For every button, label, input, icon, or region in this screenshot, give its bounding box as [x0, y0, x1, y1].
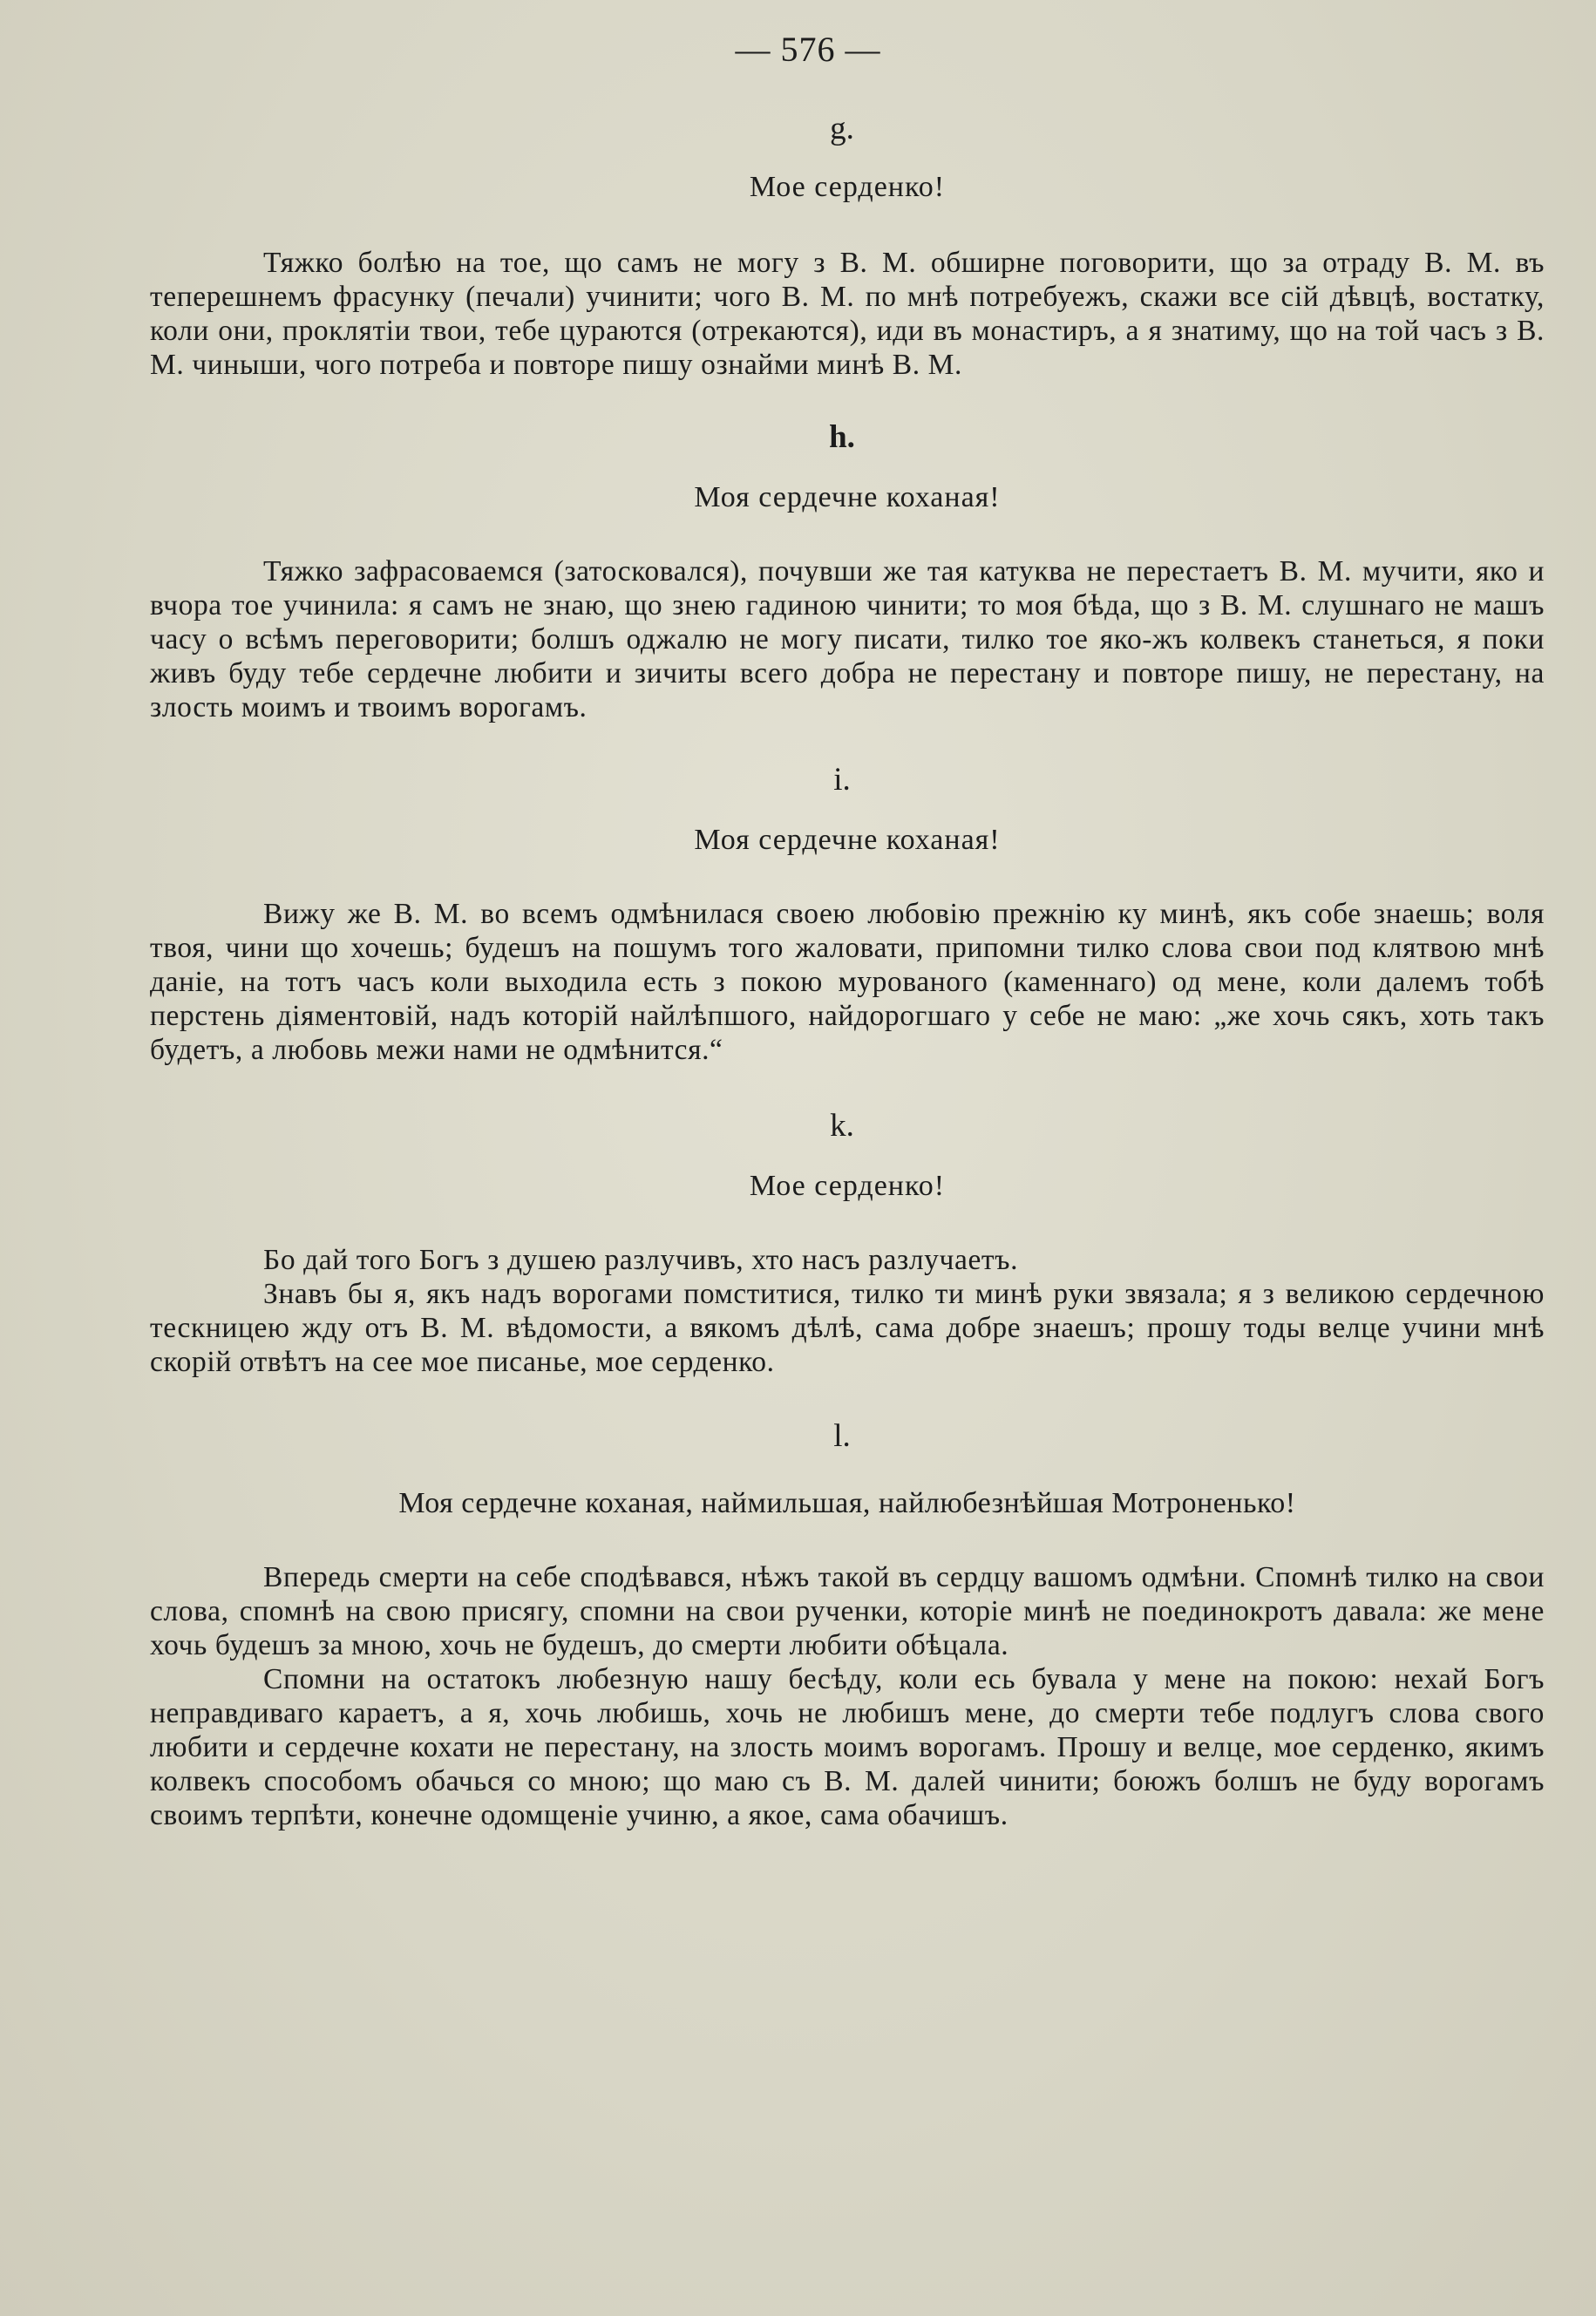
- paragraph: Вижу же В. М. во всемъ одмѣнилася своею любовію прежнію ку минѣ, якъ собе знаешь; воля твоя, чини що хочешь; будешъ на пошумъ того жаловати, припомни тилко слова свои под клятвою мнѣ даніе, на тотъ часъ коли выходила есть з покою мурованого (каменнаго) од мене, коли далемъ тобѣ перстень діяментовій, надъ которій найлѣпшого, найдорогшаго у себе не маю: „же хочь сякъ, хоть такъ будетъ, а любовь межи нами не одмѣнится.“: [150, 898, 1545, 1066]
- paragraph: Знавъ бы я, якъ надъ ворогами помститися, тилко ти минѣ руки звязала; я з великою сердечною тескницею жду отъ В. М. вѣдомости, а вякомъ дѣлѣ, сама добре знаешъ; прошу тоды велце учини мнѣ скорій отвѣтъ на сее мое писанье, мое серденко.: [150, 1278, 1545, 1378]
- letter-section-k: [150, 1104, 1545, 1379]
- letter-heading: k.: [830, 1108, 854, 1144]
- salutation: Мое серденко!: [749, 1170, 946, 1202]
- letter-section-i: [150, 757, 1545, 1067]
- document-page: [150, 24, 1545, 1832]
- paragraph: Впередь смерти на себе сподѣвався, нѣжъ такой въ сердцу вашомъ одмѣни. Спомнѣ тилко на свои слова, спомнѣ на свою присягу, спомни на свои рученки, которіе минѣ не поединокротъ давала: же мене хочь будешъ за мною, хочь не будешъ, до смерти любити обѣцала.: [150, 1561, 1545, 1661]
- salutation: Моя сердечне коханая!: [694, 824, 1001, 856]
- salutation: Моя сердечне коханая!: [694, 481, 1001, 513]
- letter-section-h: [150, 415, 1545, 724]
- letter-section-g: [150, 106, 1545, 382]
- paragraph: Тяжко болѣю на тое, що самъ не могу з В. М. обширне поговорити, що за отраду В. М. въ теперешнемъ фрасунку (печали) учинити; чого В. М. по мнѣ потребуежъ, скажи все сій дѣвцѣ, востатку, коли они, проклятіи твои, тебе цураются (отрекаются), иди въ монастиръ, а я знатиму, що на той часъ з В. М. чиныши, чого потреба и повторе пишу ознайми минѣ В. М.: [150, 247, 1545, 381]
- letter-heading: i.: [833, 762, 851, 798]
- paragraph: Бо дай того Богъ з душею разлучивъ, хто насъ разлучаетъ.: [263, 1244, 1019, 1276]
- letter-heading: h.: [829, 419, 855, 455]
- paragraph: Тяжко зафрасоваемся (затосковался), почувши же тая катуква не перестаетъ В. М. мучити, яко и вчора тое учинила: я самъ не знаю, що знею гадиною чинити; то моя бѣда, що з В. М. слушнаго не машъ часу о всѣмъ переговорити; болшъ оджалю не могу писати, тилко тое яко-жъ колвекъ станеться, я поки живъ буду тебе сердечне любити и зичиты всего добра не перестану и повторе пишу, не перестану, на злость моимъ и твоимъ ворогамъ.: [150, 555, 1545, 723]
- salutation: Моя сердечне коханая, наймильшая, найлюбезнѣйшая Мотроненько!: [398, 1487, 1296, 1519]
- page-number: — 576 —: [735, 30, 881, 69]
- letter-heading: l.: [833, 1418, 851, 1454]
- salutation: Мое серденко!: [749, 171, 946, 203]
- paragraph: Спомни на остатокъ любезную нашу бесѣду, коли есь бувала у мене на покою: нехай Богъ неправдиваго караетъ, а я, хочь любишь, хочь не любишъ мене, до смерти тебе подлугъ слова свого любити и сердечне кохати не перестану, на злость моимъ ворогамъ. Прошу и велце, мое серденко, якимъ колвекъ способомъ обачься со мною; що маю съ В. М. далей чинити; боюжъ болшъ не буду ворогамъ своимъ терпѣти, конечне одомщеніе учиню, а якое, сама обачишъ.: [150, 1663, 1545, 1831]
- letter-heading: g.: [830, 111, 854, 146]
- letter-section-l: [150, 1414, 1545, 1832]
